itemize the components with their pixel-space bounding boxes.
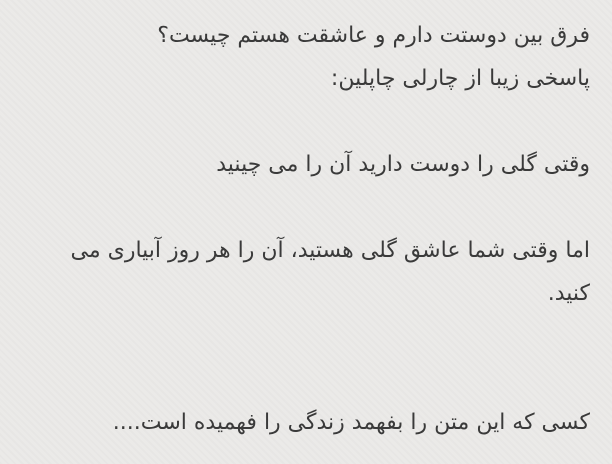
quote-closing-line: کسی که این متن را بفهمد زندگی را فهمیده است.... [112,410,590,435]
quote-attribution-line: پاسخی زیبا از چارلی چاپلین: [330,66,590,91]
quote-answer-line-3: کنید. [547,281,590,306]
blank-line [20,315,590,358]
blank-line [20,186,590,229]
quote-question-line: فرق بین دوستت دارم و عاشقت هستم چیست؟ [157,23,590,48]
blank-line [20,358,590,401]
quote-answer-line-2: اما وقتی شما عاشق گلی هستید، آن را هر روز آبیاری می [70,238,590,263]
quote-answer-line-1: وقتی گلی را دوست دارید آن را می چینید [216,152,590,177]
blank-line [20,100,590,143]
